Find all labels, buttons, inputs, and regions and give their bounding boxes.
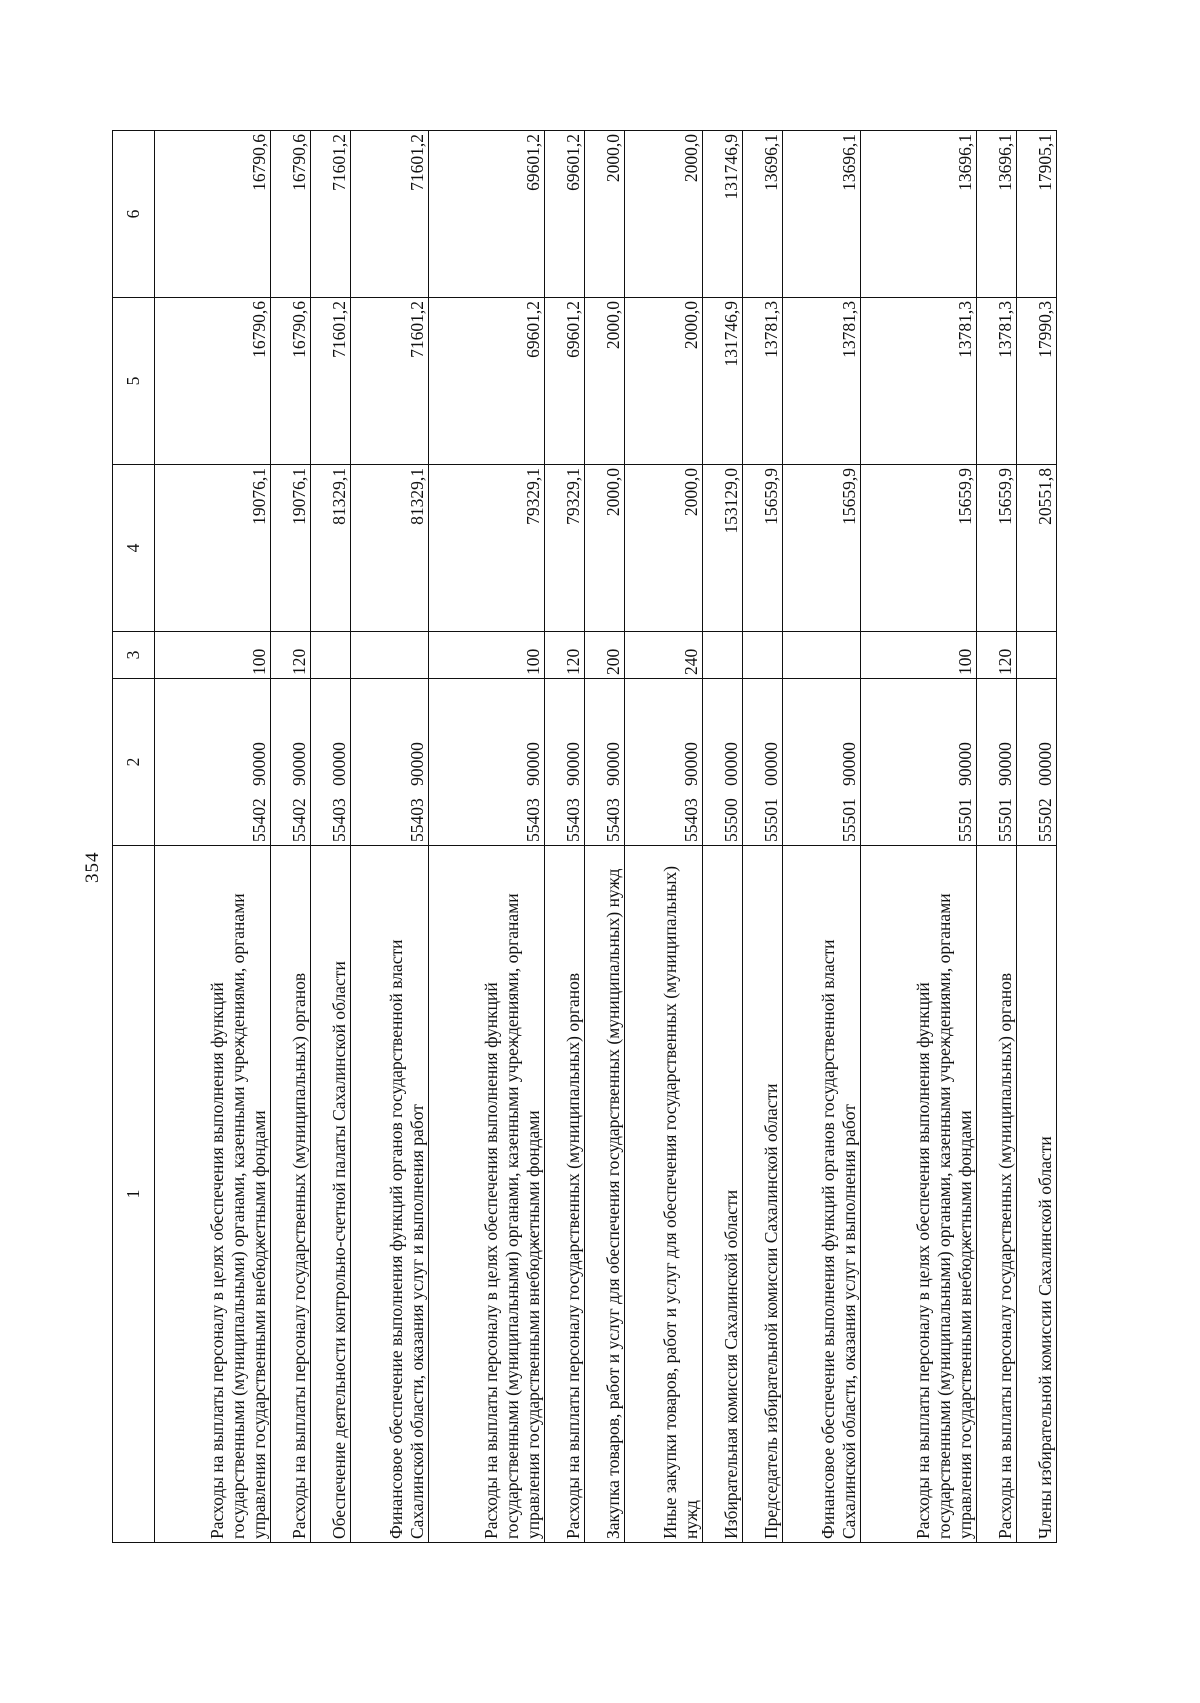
row-amount-col4: 81329,1 <box>350 465 428 632</box>
row-amount-col4: 15659,9 <box>860 465 976 632</box>
table-body <box>154 131 1056 1543</box>
table-row <box>428 131 544 1543</box>
column-header-4: 4 <box>113 465 155 632</box>
row-amount-col5: 13781,3 <box>782 298 860 465</box>
row-amount-col6: 16790,6 <box>154 131 270 298</box>
row-amount-col4: 15659,9 <box>742 465 782 632</box>
row-target-code: 55501 00000 <box>742 679 782 846</box>
row-description: Обеспечение деятельности контрольно-счетной палаты Сахалинской области <box>310 846 350 1543</box>
row-amount-col5: 16790,6 <box>270 298 310 465</box>
row-description: Финансовое обеспечение выполнения функций органов государственной власти Сахалинской области, оказания услуг и выполнения работ <box>782 846 860 1543</box>
row-amount-col4: 19076,1 <box>154 465 270 632</box>
row-amount-col6: 71601,2 <box>310 131 350 298</box>
row-expense-type <box>742 632 782 679</box>
column-header-2: 2 <box>113 679 155 846</box>
row-description: Расходы на выплаты персоналу в целях обеспечения выполнения функций государственными (муниципальными) органами, казенными учреждениями, органами управления государственными внебюджетными фондами <box>860 846 976 1543</box>
row-description: Расходы на выплаты персоналу государственных (муниципальных) органов <box>545 846 585 1543</box>
table-row <box>270 131 310 1543</box>
row-amount-col6: 71601,2 <box>350 131 428 298</box>
table-row <box>310 131 350 1543</box>
row-description: Расходы на выплаты персоналу государственных (муниципальных) органов <box>977 846 1017 1543</box>
table-row <box>702 131 742 1543</box>
row-target-code: 55501 90000 <box>977 679 1017 846</box>
row-amount-col6: 69601,2 <box>545 131 585 298</box>
table-row <box>742 131 782 1543</box>
rotated-page <box>82 134 1057 1543</box>
row-amount-col5: 131746,9 <box>702 298 742 465</box>
row-expense-type: 240 <box>624 632 702 679</box>
row-amount-col5: 17990,3 <box>1016 298 1056 465</box>
row-expense-type: 100 <box>860 632 976 679</box>
row-amount-col5: 69601,2 <box>545 298 585 465</box>
row-description: Расходы на выплаты персоналу государственных (муниципальных) органов <box>270 846 310 1543</box>
row-amount-col5: 2000,0 <box>584 298 624 465</box>
row-amount-col4: 81329,1 <box>310 465 350 632</box>
column-header-3: 3 <box>113 632 155 679</box>
row-amount-col6: 13696,1 <box>742 131 782 298</box>
row-expense-type: 100 <box>154 632 270 679</box>
row-expense-type: 120 <box>545 632 585 679</box>
table-row <box>782 131 860 1543</box>
table-row <box>977 131 1017 1543</box>
row-amount-col4: 2000,0 <box>584 465 624 632</box>
row-amount-col4: 19076,1 <box>270 465 310 632</box>
table-row <box>350 131 428 1543</box>
row-target-code: 55403 90000 <box>624 679 702 846</box>
row-amount-col5: 13781,3 <box>977 298 1017 465</box>
row-amount-col6: 2000,0 <box>584 131 624 298</box>
row-target-code: 55402 90000 <box>154 679 270 846</box>
row-amount-col6: 17905,1 <box>1016 131 1056 298</box>
row-description: Закупка товаров, работ и услуг для обеспечения государственных (муниципальных) нужд <box>584 846 624 1543</box>
row-target-code: 55403 00000 <box>310 679 350 846</box>
page-number: 354 <box>82 851 103 883</box>
row-expense-type <box>1016 632 1056 679</box>
row-amount-col6: 131746,9 <box>702 131 742 298</box>
row-target-code: 55403 90000 <box>428 679 544 846</box>
row-amount-col6: 16790,6 <box>270 131 310 298</box>
column-header-5: 5 <box>113 298 155 465</box>
budget-table <box>112 130 1057 1543</box>
table-header-row <box>113 131 155 1543</box>
row-amount-col4: 79329,1 <box>428 465 544 632</box>
row-amount-col6: 13696,1 <box>782 131 860 298</box>
row-description: Расходы на выплаты персоналу в целях обеспечения выполнения функций государственными (муниципальными) органами, казенными учреждениями, органами управления государственными внебюджетными фондами <box>154 846 270 1543</box>
row-amount-col6: 13696,1 <box>860 131 976 298</box>
row-description: Избирательная комиссия Сахалинской области <box>702 846 742 1543</box>
row-description: Члены избирательной комиссии Сахалинской области <box>1016 846 1056 1543</box>
row-amount-col5: 13781,3 <box>860 298 976 465</box>
row-amount-col6: 2000,0 <box>624 131 702 298</box>
row-amount-col5: 2000,0 <box>624 298 702 465</box>
row-expense-type: 120 <box>977 632 1017 679</box>
row-target-code: 55500 00000 <box>702 679 742 846</box>
row-amount-col6: 69601,2 <box>428 131 544 298</box>
row-expense-type <box>702 632 742 679</box>
table-row <box>860 131 976 1543</box>
row-amount-col4: 15659,9 <box>782 465 860 632</box>
row-amount-col4: 153129,0 <box>702 465 742 632</box>
table-row <box>624 131 702 1543</box>
row-expense-type <box>350 632 428 679</box>
row-expense-type: 200 <box>584 632 624 679</box>
row-description: Расходы на выплаты персоналу в целях обеспечения выполнения функций государственными (муниципальными) органами, казенными учреждениями, органами управления государственными внебюджетными фондами <box>428 846 544 1543</box>
table-row <box>584 131 624 1543</box>
row-target-code: 55501 90000 <box>782 679 860 846</box>
row-amount-col5: 13781,3 <box>742 298 782 465</box>
table-row <box>545 131 585 1543</box>
column-header-6: 6 <box>113 131 155 298</box>
row-target-code: 55501 90000 <box>860 679 976 846</box>
row-amount-col5: 16790,6 <box>154 298 270 465</box>
table-row <box>1016 131 1056 1543</box>
row-target-code: 55403 90000 <box>350 679 428 846</box>
row-amount-col6: 13696,1 <box>977 131 1017 298</box>
row-amount-col4: 15659,9 <box>977 465 1017 632</box>
row-description: Председатель избирательной комиссии Сахалинской области <box>742 846 782 1543</box>
column-header-1: 1 <box>113 846 155 1543</box>
table-row <box>154 131 270 1543</box>
row-target-code: 55403 90000 <box>545 679 585 846</box>
row-target-code: 55402 90000 <box>270 679 310 846</box>
row-amount-col4: 2000,0 <box>624 465 702 632</box>
row-amount-col4: 79329,1 <box>545 465 585 632</box>
row-description: Финансовое обеспечение выполнения функций органов государственной власти Сахалинской области, оказания услуг и выполнения работ <box>350 846 428 1543</box>
row-description: Иные закупки товаров, работ и услуг для обеспечения государственных (муниципальных) нужд <box>624 846 702 1543</box>
row-expense-type: 120 <box>270 632 310 679</box>
row-amount-col5: 71601,2 <box>350 298 428 465</box>
row-target-code: 55502 00000 <box>1016 679 1056 846</box>
row-amount-col5: 71601,2 <box>310 298 350 465</box>
row-target-code: 55403 90000 <box>584 679 624 846</box>
row-expense-type <box>782 632 860 679</box>
row-amount-col4: 20551,8 <box>1016 465 1056 632</box>
row-expense-type: 100 <box>428 632 544 679</box>
row-amount-col5: 69601,2 <box>428 298 544 465</box>
row-expense-type <box>310 632 350 679</box>
